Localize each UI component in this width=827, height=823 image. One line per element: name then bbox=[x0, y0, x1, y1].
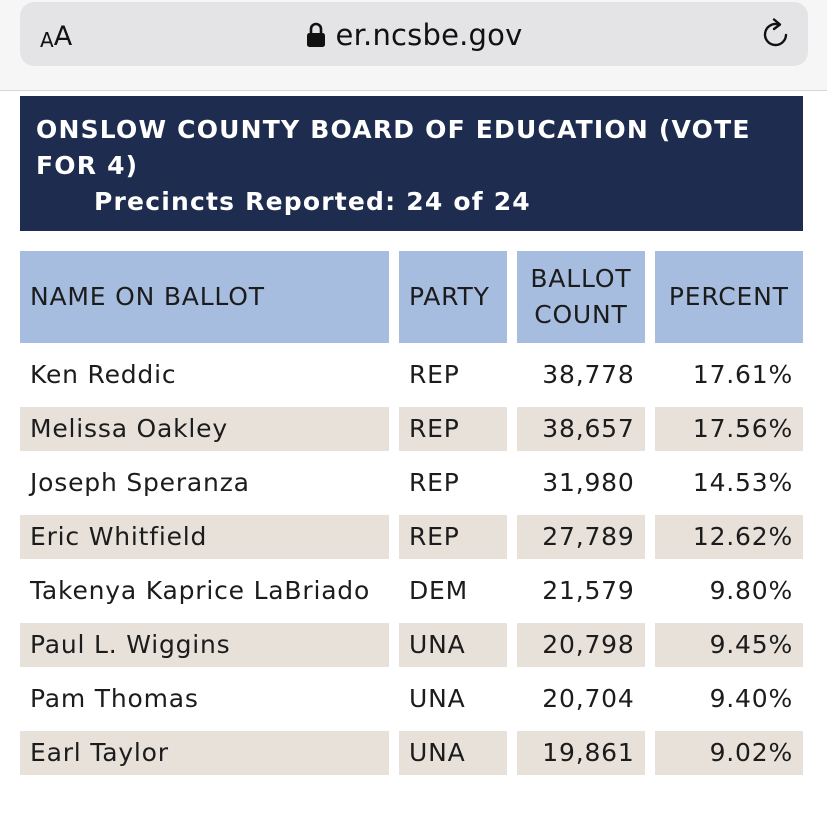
candidate-name: Melissa Oakley bbox=[20, 407, 389, 451]
vote-percent: 9.80% bbox=[709, 576, 793, 605]
contest-title: ONSLOW COUNTY BOARD OF EDUCATION (VOTE FOR 4) bbox=[36, 115, 751, 180]
table-row bbox=[20, 623, 803, 667]
ballot-count: 38,657 bbox=[517, 407, 644, 451]
candidate-party: DEM bbox=[408, 576, 468, 605]
column-header-percent: PERCENT bbox=[655, 251, 803, 343]
column-header-ballot-count: BALLOT COUNT bbox=[517, 251, 644, 343]
table-row bbox=[20, 353, 803, 397]
results-table bbox=[10, 241, 813, 785]
candidate-party: REP bbox=[408, 360, 460, 389]
table-row bbox=[20, 677, 803, 721]
text-size-large-glyph: A bbox=[53, 21, 73, 52]
candidate-name: Ken Reddic bbox=[30, 360, 177, 389]
vote-percent: 12.62% bbox=[655, 515, 803, 559]
text-size-small-glyph: A bbox=[40, 28, 54, 52]
table-row bbox=[20, 407, 803, 451]
ballot-count: 31,980 bbox=[542, 468, 635, 497]
candidate-party: REP bbox=[399, 407, 507, 451]
browser-toolbar bbox=[0, 0, 827, 91]
ballot-count: 27,789 bbox=[517, 515, 644, 559]
ballot-count: 20,798 bbox=[517, 623, 644, 667]
vote-percent: 14.53% bbox=[692, 468, 793, 497]
ballot-count: 20,704 bbox=[542, 684, 635, 713]
column-header-name: NAME ON BALLOT bbox=[20, 251, 389, 343]
vote-percent: 17.56% bbox=[655, 407, 803, 451]
precincts-reported: Precincts Reported: 24 of 24 bbox=[94, 187, 531, 216]
column-header-party: PARTY bbox=[399, 251, 507, 343]
vote-percent: 9.02% bbox=[655, 731, 803, 775]
vote-percent: 9.45% bbox=[655, 623, 803, 667]
ballot-count: 21,579 bbox=[542, 576, 635, 605]
vote-percent: 9.40% bbox=[709, 684, 793, 713]
ballot-count: 19,861 bbox=[517, 731, 644, 775]
table-row bbox=[20, 515, 803, 559]
table-row bbox=[20, 569, 803, 613]
vote-percent: 17.61% bbox=[692, 360, 793, 389]
table-row bbox=[20, 731, 803, 775]
candidate-name: Eric Whitfield bbox=[20, 515, 389, 559]
url-text: er.ncsbe.gov bbox=[335, 18, 523, 52]
table-row bbox=[20, 461, 803, 505]
address-bar[interactable] bbox=[20, 2, 808, 66]
candidate-name: Takenya Kaprice LaBriado bbox=[30, 576, 371, 605]
candidate-name: Earl Taylor bbox=[20, 731, 389, 775]
candidate-party: REP bbox=[399, 515, 507, 559]
candidate-party: REP bbox=[408, 468, 460, 497]
candidate-party: UNA bbox=[408, 684, 466, 713]
candidate-party: UNA bbox=[399, 731, 507, 775]
candidate-party: UNA bbox=[399, 623, 507, 667]
table-header-row bbox=[20, 251, 803, 343]
candidate-name: Pam Thomas bbox=[30, 684, 199, 713]
reload-icon[interactable] bbox=[758, 16, 794, 52]
contest-header bbox=[20, 96, 803, 231]
lock-icon bbox=[306, 22, 326, 48]
candidate-name: Paul L. Wiggins bbox=[20, 623, 389, 667]
url-display[interactable] bbox=[20, 15, 808, 55]
candidate-name: Joseph Speranza bbox=[30, 468, 250, 497]
ballot-count: 38,778 bbox=[542, 360, 635, 389]
